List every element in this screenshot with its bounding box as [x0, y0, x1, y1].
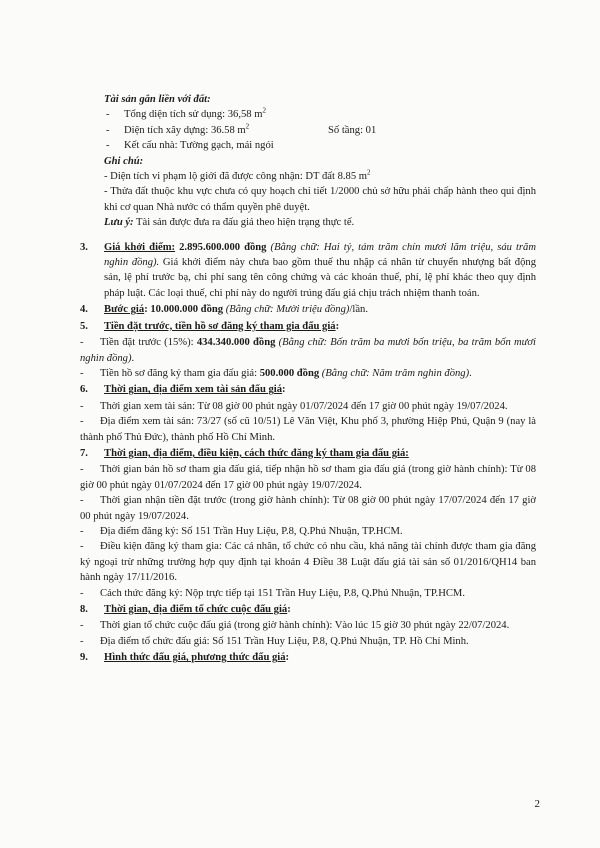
reg-place: - Địa điểm đăng ký: Số 151 Trần Huy Liệu, P.8, Q.Phú Nhuận, TP.HCM.	[80, 525, 403, 537]
section-6: 6. Thời gian, địa điểm xem tài sản đấu giá:	[80, 384, 286, 396]
section-4: 4. Bước giá: 10.000.000 đồng (Bằng chữ: Mười triệu đồng)/lần.	[80, 304, 368, 316]
asset-total-area: - Tổng diện tích sử dụng: 36,58 $m^2$	[106, 106, 266, 121]
auction-time: - Thời gian tổ chức cuộc đấu giá (trong giờ hành chính): Vào lúc 15 giờ 30 phút ngày 22/07/2024.	[80, 620, 510, 632]
section-3: 3. Giá khởi điểm: 2.895.600.000 đồng (Bằng chữ: Hai tỷ, tám trăm chín mươi lăm triệu, sáu trăm nghìn đồng). Giá khởi điểm này chưa bao gồm thuế thu nhập cá nhân từ chuyển nhượng bất động sản, lệ phí trước bạ, chi phí sang tên công chứng và các khoản thuế, phí, lệ phí khác theo quy định pháp luật. Các loại thuế, chi phí này do người trúng đấu giá chịu trách nhiệm thanh toán.	[80, 241, 536, 299]
reg-condition: - Điều kiện đăng ký tham gia: Các cá nhân, tổ chức có nhu cầu, khả năng tài chính được tham gia đăng ký ngoại trừ những trường hợp quy định tại khoản 4 Điều 38 Luật đấu giá tài sản số 01/2016/QH14 ban hành ngày 17/11/2016.	[80, 541, 536, 584]
section-8: 8. Thời gian, địa điểm tổ chức cuộc đấu giá:	[80, 604, 291, 615]
section-7: 7. Thời gian, địa điểm, điều kiện, cách thức đăng ký tham gia đấu giá:	[80, 447, 409, 459]
remark: Lưu ý: Tài sản được đưa ra đấu giá theo hiện trạng thực tế.	[104, 217, 355, 229]
asset-build-area: - Diện tích xây dựng: 36.58 $m^2$ Số tầng: 01	[80, 123, 536, 138]
deposit-line: - Tiền đặt trước (15%): 434.340.000 đồng (Bằng chữ: Bốn trăm ba mươi bốn triệu, ba trăm bốn mươi nghìn đồng).	[80, 337, 537, 364]
page-number: 2	[534, 798, 540, 810]
step-price-value: : 10.000.000 đồng	[144, 304, 224, 316]
sale-time: - Thời gian bán hồ sơ tham gia đấu giá, tiếp nhận hồ sơ tham gia đấu giá (trong giờ hành chính): Từ 08 giờ 00 phút ngày 01/07/2024 đến 17 giờ 00 phút ngày 19/07/2024.	[80, 464, 536, 491]
fee-line: - Tiền hồ sơ đăng ký tham gia đấu giá: 500.000 đồng (Bằng chữ: Năm trăm nghìn đồng).	[80, 367, 472, 379]
deposit-value: 434.340.000 đồng	[196, 337, 276, 349]
starting-price-label: Giá khởi điểm:	[104, 241, 176, 253]
asset-heading: Tài sản gắn liền với đất:	[104, 94, 211, 105]
section-9: 9. Hình thức đấu giá, phương thức đấu giá:	[80, 652, 290, 664]
reg-method: - Cách thức đăng ký: Nộp trực tiếp tại 151 Trần Huy Liệu, P.8, Q.Phú Nhuận, TP.HCM.	[80, 587, 465, 599]
starting-price-value: 2.895.600.000 đồng	[175, 241, 267, 253]
view-place: - Địa điểm xem tài sản: 73/27 (số cũ 10/51) Lê Văn Việt, Khu phố 3, phường Hiệp Phú, Quận 9 (nay là thành phố Thủ Đức), thành phố Hồ Chí Minh.	[80, 416, 536, 443]
page-content	[80, 92, 536, 667]
asset-structure: - Kết cấu nhà: Tường gạch, mái ngói	[106, 140, 274, 152]
view-time: - Thời gian xem tài sản: Từ 08 giờ 00 phút ngày 01/07/2024 đến 17 giờ 00 phút ngày 19/07/2024.	[80, 400, 508, 412]
section-5: 5. Tiền đặt trước, tiền hồ sơ đăng ký tham gia đấu giá:	[80, 320, 340, 332]
fee-value: 500.000 đồng	[259, 367, 320, 379]
asset-floors: Số tầng: 01	[328, 124, 377, 136]
note-heading: Ghi chú:	[104, 155, 144, 167]
auction-place: - Địa điểm tổ chức đấu giá: Số 151 Trần Huy Liệu, P.8, Q.Phú Nhuận, TP. Hồ Chí Minh.	[80, 635, 469, 647]
deposit-time: - Thời gian nhận tiền đặt trước (trong giờ hành chính): Từ 08 giờ 00 phút ngày 17/07/2024 đến 17 giờ 00 phút ngày 19/07/2024.	[80, 495, 536, 522]
note-line-2: - Thửa đất thuộc khu vực chưa có quy hoạch chi tiết 1/2000 chủ sở hữu phải chấp hành theo qui định khi cơ quan Nhà nước có thẩm quyền phê duyệt.	[104, 186, 536, 213]
step-price-label: Bước giá	[104, 304, 145, 316]
note-line-1: - Diện tích vi phạm lộ giới đã được công nhận: DT đất 8.85 $m^2$	[104, 168, 371, 183]
